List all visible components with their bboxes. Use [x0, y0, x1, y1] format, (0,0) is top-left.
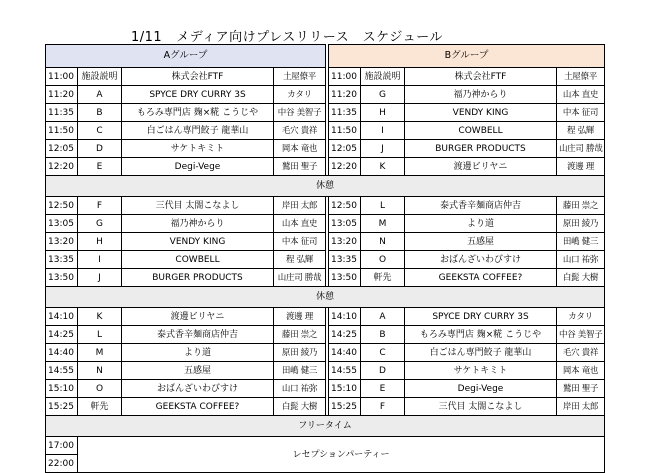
person-cell: 毛穴 貴祥	[557, 344, 605, 362]
shop-cell: Degi-Vege	[122, 158, 274, 176]
person-cell: 岡本 竜也	[274, 140, 326, 158]
person-cell: 土屋僚平	[274, 68, 326, 86]
time-cell: 13:50	[46, 269, 78, 287]
slot-cell: 軒先	[78, 398, 122, 416]
shop-cell: 三代目 太閤こなよし	[122, 197, 274, 215]
shop-cell: 福乃神からり	[122, 215, 274, 233]
person-cell: 山庄司 勝哉	[557, 140, 605, 158]
slot-cell: K	[361, 158, 405, 176]
shop-cell: 株式会社FTF	[405, 68, 557, 86]
slot-cell: D	[361, 362, 405, 380]
time-cell: 11:50	[46, 122, 78, 140]
person-cell: 中谷 美智子	[557, 326, 605, 344]
schedule-row	[46, 158, 605, 176]
shop-cell: より道	[405, 215, 557, 233]
shop-cell: 泰式香辛麺商店仲吉	[405, 197, 557, 215]
schedule-row	[46, 398, 605, 416]
slot-cell: A	[78, 86, 122, 104]
person-cell: 山口 祐弥	[274, 380, 326, 398]
break-label: 休憩	[46, 287, 605, 308]
schedule-row	[46, 140, 605, 158]
break-row	[46, 176, 605, 197]
shop-cell: Degi-Vege	[405, 380, 557, 398]
slot-cell: N	[361, 233, 405, 251]
slot-cell: 施設説明	[361, 68, 405, 86]
shop-cell: 五感屋	[405, 233, 557, 251]
time-cell: 13:20	[46, 233, 78, 251]
shop-cell: もろみ専門店 麹×糀 こうじや	[405, 326, 557, 344]
shop-cell: 福乃神からり	[405, 86, 557, 104]
time-cell: 12:50	[329, 197, 361, 215]
slot-cell: M	[361, 215, 405, 233]
time-cell: 14:25	[329, 326, 361, 344]
time-cell: 14:40	[329, 344, 361, 362]
title-text: メディア向けプレスリリース スケジュール	[176, 30, 443, 45]
schedule-row	[46, 362, 605, 380]
slot-cell: L	[361, 197, 405, 215]
time-cell: 14:55	[46, 362, 78, 380]
free-time-row	[46, 416, 605, 437]
shop-cell: サケトキミト	[122, 140, 274, 158]
reception-start-time: 17:00	[46, 437, 78, 455]
shop-cell: 泰式香辛麺商店仲吉	[122, 326, 274, 344]
slot-cell: O	[78, 380, 122, 398]
person-cell: 岸田 太郎	[274, 197, 326, 215]
person-cell: 山本 直史	[557, 86, 605, 104]
person-cell: カタリ	[274, 86, 326, 104]
time-cell: 15:25	[329, 398, 361, 416]
reception-end-time: 22:00	[46, 455, 78, 473]
time-cell: 15:10	[329, 380, 361, 398]
time-cell: 13:35	[329, 251, 361, 269]
schedule-row	[46, 380, 605, 398]
shop-cell: 渡邊ビリヤニ	[405, 158, 557, 176]
shop-cell: VENDY KING	[405, 104, 557, 122]
person-cell: 原田 綾乃	[557, 215, 605, 233]
person-cell: 土屋僚平	[557, 68, 605, 86]
break-label: 休憩	[46, 176, 605, 197]
shop-cell: BURGER PRODUCTS	[405, 140, 557, 158]
person-cell: 鷲田 聖子	[557, 380, 605, 398]
slot-cell: J	[78, 269, 122, 287]
schedule-row	[46, 86, 605, 104]
slot-cell: H	[78, 233, 122, 251]
person-cell: 岸田 太郎	[557, 398, 605, 416]
time-cell: 12:05	[329, 140, 361, 158]
slot-cell: I	[78, 251, 122, 269]
schedule-row	[46, 233, 605, 251]
shop-cell: 株式会社FTF	[122, 68, 274, 86]
time-cell: 11:20	[46, 86, 78, 104]
person-cell: 原田 綾乃	[274, 344, 326, 362]
shop-cell: 渡邊ビリヤニ	[122, 308, 274, 326]
shop-cell: おばんざいわびすけ	[122, 380, 274, 398]
slot-cell: L	[78, 326, 122, 344]
person-cell: 中谷 美智子	[274, 104, 326, 122]
time-cell: 13:20	[329, 233, 361, 251]
slot-cell: G	[78, 215, 122, 233]
free-time-label: フリータイム	[46, 416, 605, 437]
shop-cell: COWBELL	[405, 122, 557, 140]
shop-cell: SPYCE DRY CURRY 3S	[405, 308, 557, 326]
person-cell: 岡本 竜也	[557, 362, 605, 380]
person-cell: 中本 征司	[274, 233, 326, 251]
time-cell: 14:40	[46, 344, 78, 362]
time-cell: 11:35	[329, 104, 361, 122]
person-cell: 毛穴 貴祥	[274, 122, 326, 140]
slot-cell: 施設説明	[78, 68, 122, 86]
schedule-table	[45, 44, 605, 473]
shop-cell: COWBELL	[122, 251, 274, 269]
person-cell: 程 弘輝	[557, 122, 605, 140]
slot-cell: I	[361, 122, 405, 140]
time-cell: 13:35	[46, 251, 78, 269]
schedule-row	[46, 197, 605, 215]
time-cell: 14:10	[329, 308, 361, 326]
person-cell: 渡邊 理	[557, 158, 605, 176]
person-cell: 渡邊 理	[274, 308, 326, 326]
slot-cell: B	[78, 104, 122, 122]
slot-cell: E	[361, 380, 405, 398]
schedule-row	[46, 308, 605, 326]
schedule-row	[46, 68, 605, 86]
shop-cell: 白ごはん専門餃子 龍華山	[122, 122, 274, 140]
time-cell: 13:05	[46, 215, 78, 233]
person-cell: 白髭 大樹	[557, 269, 605, 287]
time-cell: 11:00	[329, 68, 361, 86]
schedule-row	[46, 344, 605, 362]
person-cell: 藤田 崇之	[557, 197, 605, 215]
slot-cell: C	[78, 122, 122, 140]
time-cell: 14:25	[46, 326, 78, 344]
time-cell: 11:35	[46, 104, 78, 122]
time-cell: 13:05	[329, 215, 361, 233]
shop-cell: GEEKSTA COFFEE?	[122, 398, 274, 416]
shop-cell: BURGER PRODUCTS	[122, 269, 274, 287]
time-cell: 11:00	[46, 68, 78, 86]
person-cell: 程 弘輝	[274, 251, 326, 269]
reception-row	[46, 437, 605, 455]
time-cell: 12:20	[329, 158, 361, 176]
time-cell: 12:50	[46, 197, 78, 215]
slot-cell: N	[78, 362, 122, 380]
time-cell: 12:20	[46, 158, 78, 176]
page-title	[131, 26, 443, 45]
slot-cell: J	[361, 140, 405, 158]
slot-cell: H	[361, 104, 405, 122]
schedule-row	[46, 251, 605, 269]
slot-cell: G	[361, 86, 405, 104]
shop-cell: 白ごはん専門餃子 龍華山	[405, 344, 557, 362]
schedule-row	[46, 326, 605, 344]
slot-cell: M	[78, 344, 122, 362]
slot-cell: D	[78, 140, 122, 158]
slot-cell: O	[361, 251, 405, 269]
shop-cell: VENDY KING	[122, 233, 274, 251]
person-cell: 山口 祐弥	[557, 251, 605, 269]
schedule-row	[46, 269, 605, 287]
person-cell: 田嶋 健三	[274, 362, 326, 380]
shop-cell: GEEKSTA COFFEE?	[405, 269, 557, 287]
slot-cell: E	[78, 158, 122, 176]
person-cell: 中本 征司	[557, 104, 605, 122]
shop-cell: より道	[122, 344, 274, 362]
schedule-row	[46, 104, 605, 122]
slot-cell: F	[78, 197, 122, 215]
slot-cell: B	[361, 326, 405, 344]
group-a-header: Aグループ	[46, 45, 326, 68]
time-cell: 11:50	[329, 122, 361, 140]
person-cell: 田嶋 健三	[557, 233, 605, 251]
group-header-row	[46, 45, 605, 68]
group-b-header: Bグループ	[329, 45, 605, 68]
person-cell: 藤田 崇之	[274, 326, 326, 344]
time-cell: 15:25	[46, 398, 78, 416]
person-cell: 白髭 大樹	[274, 398, 326, 416]
schedule-row	[46, 122, 605, 140]
person-cell: 山庄司 勝哉	[274, 269, 326, 287]
reception-label: レセプションパーティー	[78, 437, 605, 473]
shop-cell: 三代目 太閤こなよし	[405, 398, 557, 416]
person-cell: カタリ	[557, 308, 605, 326]
time-cell: 13:50	[329, 269, 361, 287]
shop-cell: サケトキミト	[405, 362, 557, 380]
slot-cell: C	[361, 344, 405, 362]
person-cell: 山本 直史	[274, 215, 326, 233]
shop-cell: 五感屋	[122, 362, 274, 380]
slot-cell: K	[78, 308, 122, 326]
slot-cell: 軒先	[361, 269, 405, 287]
slot-cell: F	[361, 398, 405, 416]
schedule-row	[46, 215, 605, 233]
time-cell: 15:10	[46, 380, 78, 398]
shop-cell: SPYCE DRY CURRY 3S	[122, 86, 274, 104]
title-date: 1/11	[131, 30, 163, 45]
time-cell: 11:20	[329, 86, 361, 104]
time-cell: 12:05	[46, 140, 78, 158]
time-cell: 14:55	[329, 362, 361, 380]
shop-cell: もろみ専門店 麹×糀 こうじや	[122, 104, 274, 122]
slot-cell: A	[361, 308, 405, 326]
time-cell: 14:10	[46, 308, 78, 326]
break-row	[46, 287, 605, 308]
person-cell: 鷲田 聖子	[274, 158, 326, 176]
shop-cell: おばんざいわびすけ	[405, 251, 557, 269]
